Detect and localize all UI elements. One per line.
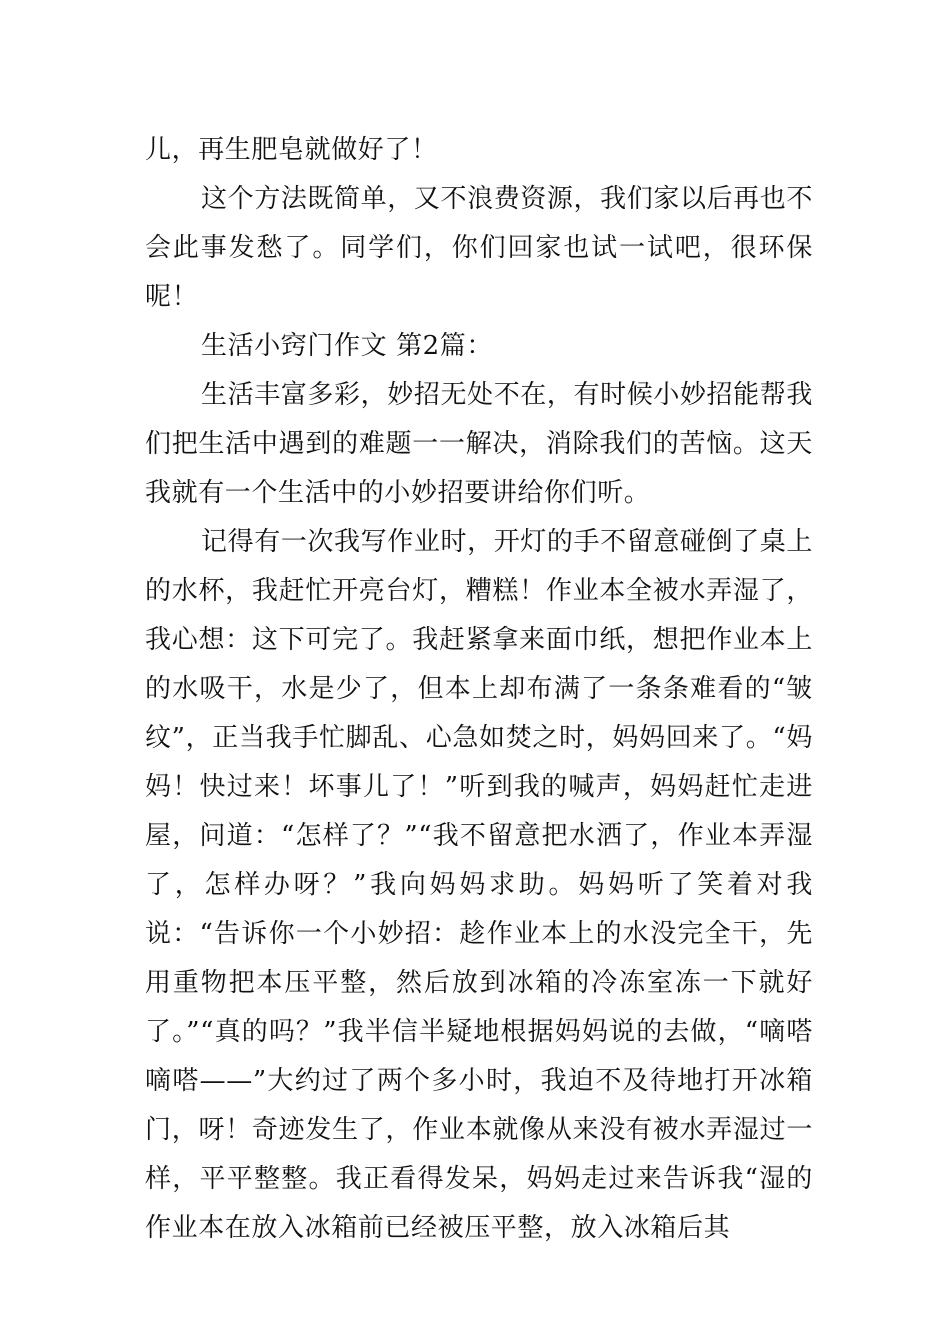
paragraph-story: 记得有一次我写作业时，开灯的手不留意碰倒了桌上的水杯，我赶忙开亮台灯，糟糕！作业本全被水弄湿了，我心想：这下可完了。我赶紧拿来面巾纸，想把作业本上的水吸干，水是少了，但本上却布满了一条条难看的“皱纹”，正当我手忙脚乱、心急如焚之时，妈妈回来了。“妈妈！快过来！坏事儿了！”听到我的喊声，妈妈赶忙走进屋，问道：“怎样了？”“我不留意把水洒了，作业本弄湿了，怎样办呀？”我向妈妈求助。妈妈听了笑着对我说：“告诉你一个小妙招：趁作业本上的水没完全干，先用重物把本压平整，然后放到冰箱的冷冻室冻一下就好了。”“真的吗？”我半信半疑地根据妈妈说的去做，“嘀嗒嘀嗒——”大约过了两个多小时，我迫不及待地打开冰箱门，呀！奇迹发生了，作业本就像从来没有被水弄湿过一样，平平整整。我正看得发呆，妈妈走过来告诉我“湿的作业本在放入冰箱前已经被压平整，放入冰箱后其 <box>145 527 813 1243</box>
paragraph-continuation: 儿，再生肥皂就做好了！ <box>145 135 438 165</box>
section-heading: 生活小窍门作文 第2篇： <box>201 331 494 361</box>
document-body <box>145 126 813 1253</box>
paragraph-conclusion: 这个方法既简单，又不浪费资源，我们家以后再也不会此事发愁了。同学们，你们回家也试一试吧，很环保呢！ <box>145 184 813 312</box>
paragraph-intro: 生活丰富多彩，妙招无处不在，有时候小妙招能帮我们把生活中遇到的难题一一解决，消除我们的苦恼。这天我就有一个生活中的小妙招要讲给你们听。 <box>145 380 813 508</box>
